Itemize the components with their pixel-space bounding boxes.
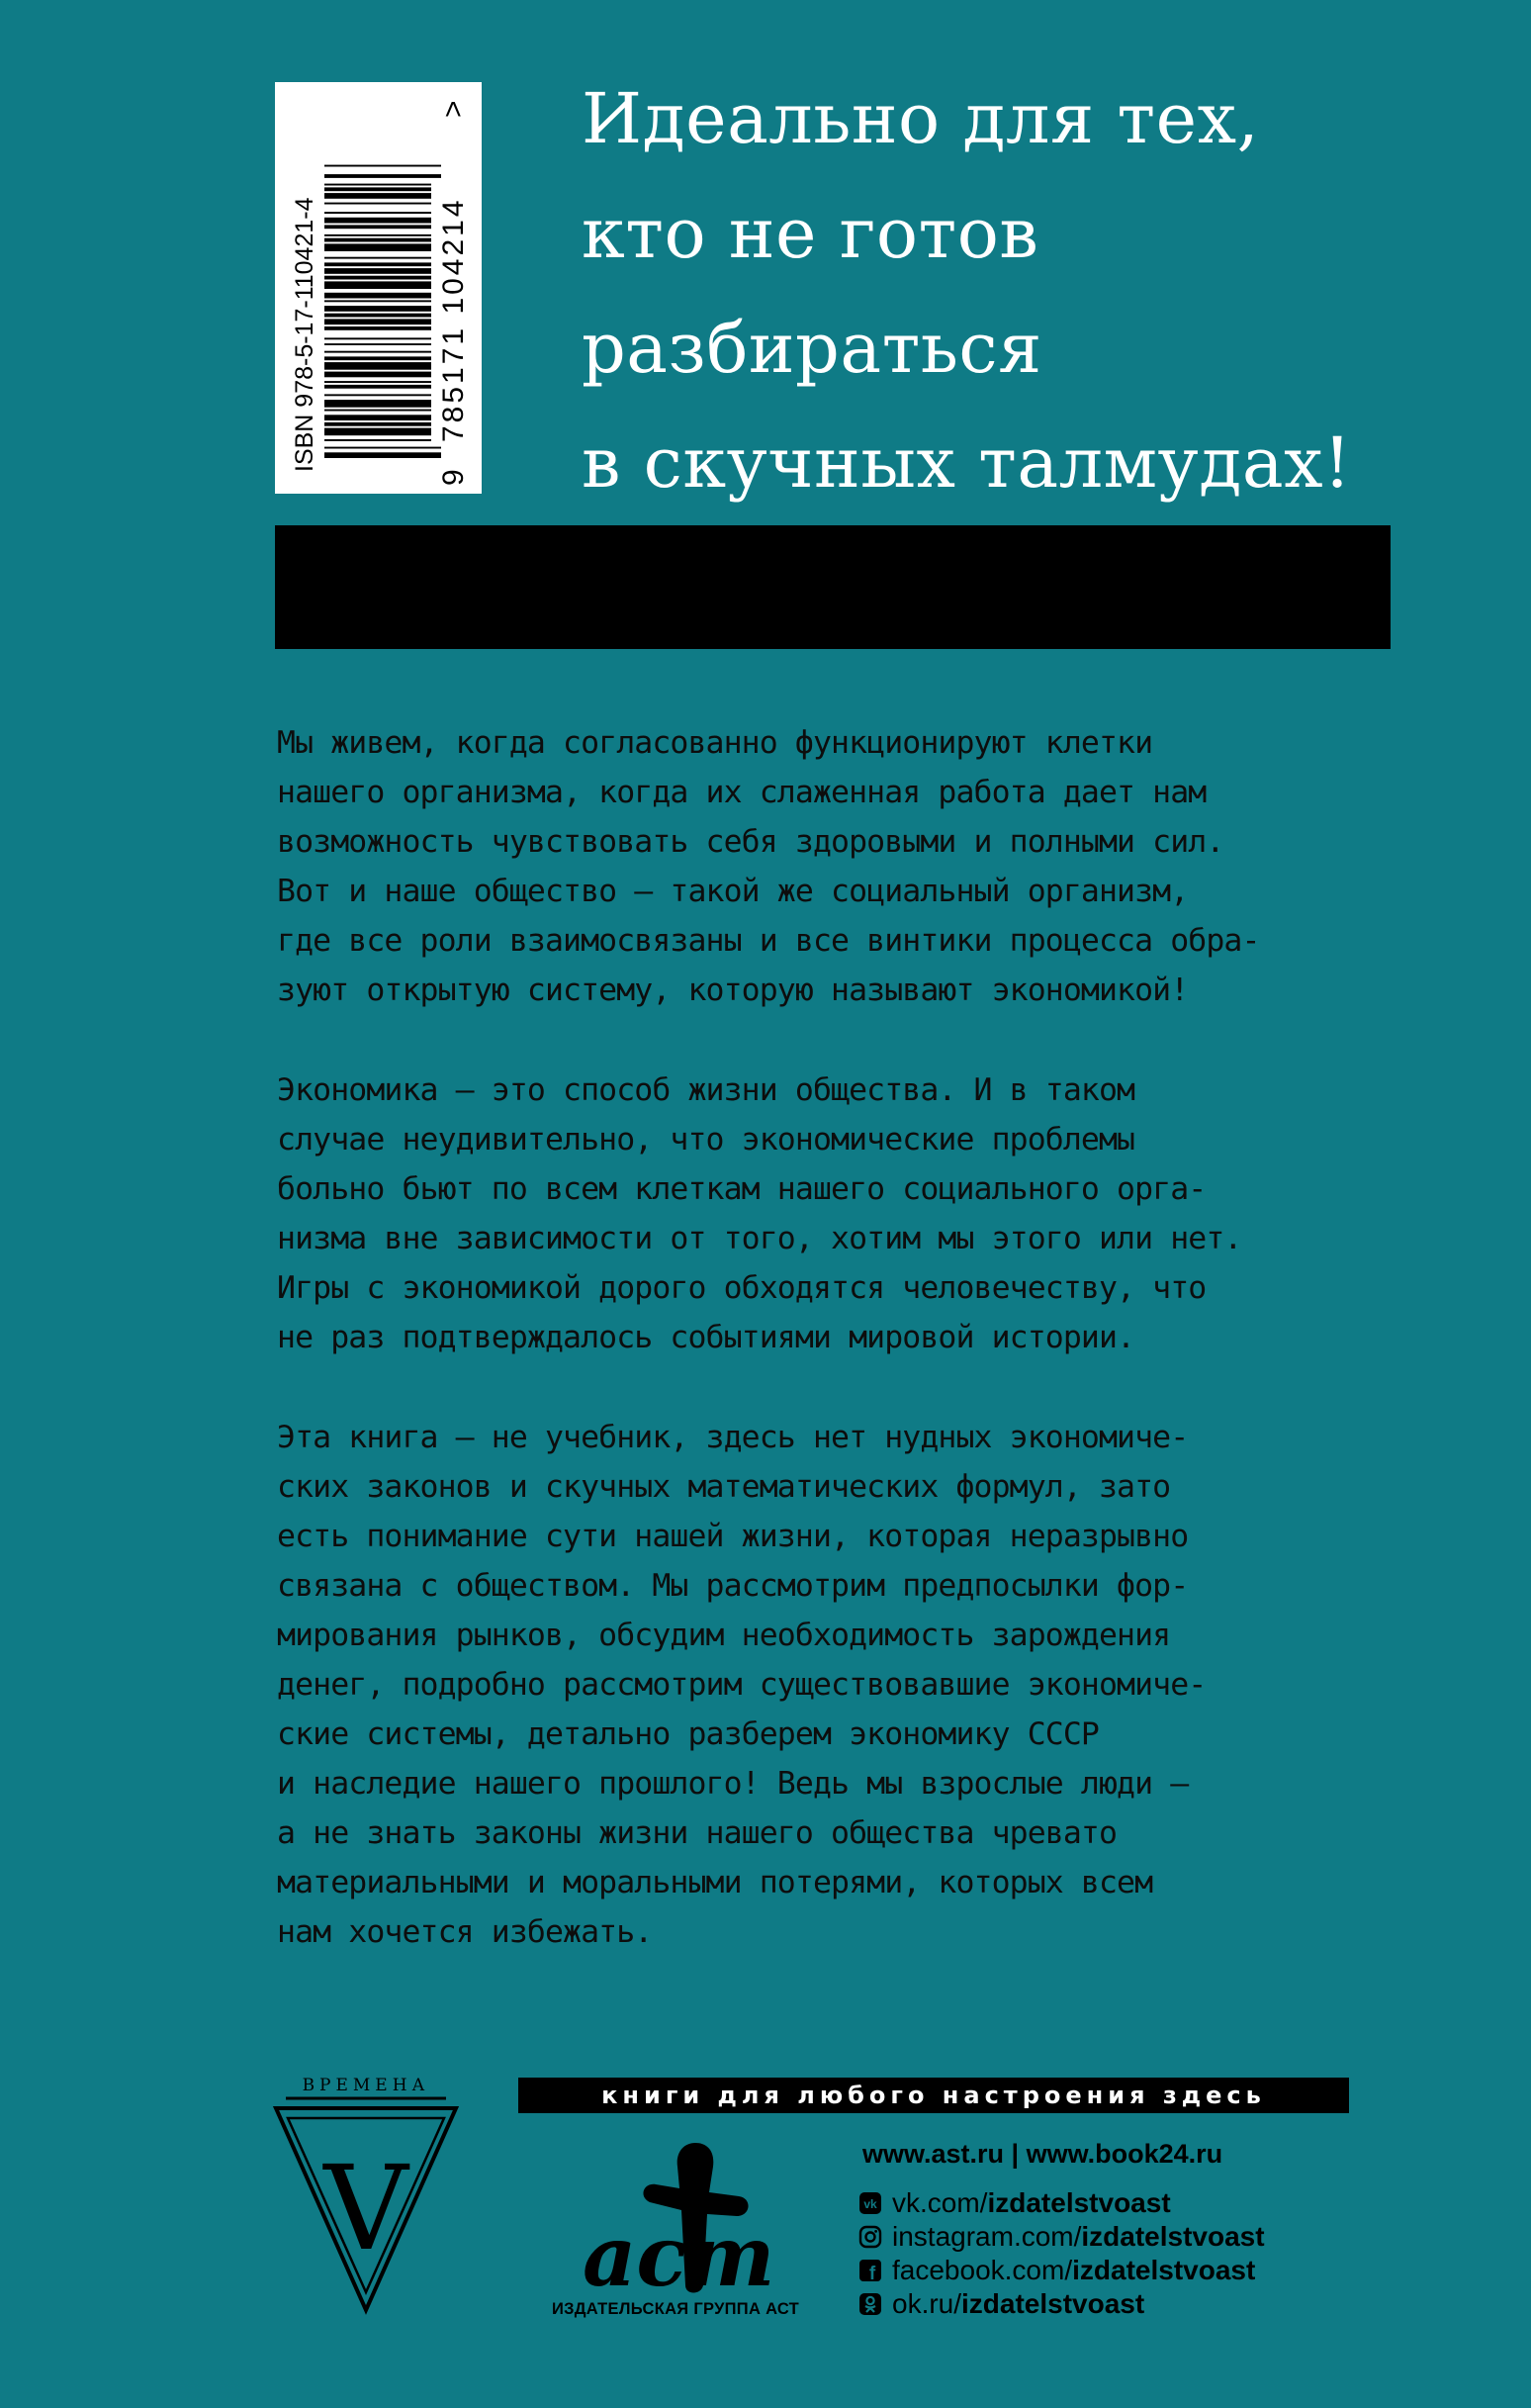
barcode-bar — [324, 452, 441, 458]
text-line: нашего организма, когда их слаженная работа дает нам — [277, 775, 1207, 810]
headline-line: в скучных талмудах! — [582, 422, 1352, 504]
social-link-ok[interactable] — [858, 2287, 1265, 2321]
text-line: нам хочется избежать. — [277, 1914, 653, 1950]
social-handle: izdatelstvoast — [1072, 2255, 1256, 2285]
social-handle: izdatelstvoast — [987, 2187, 1171, 2218]
isbn-label: ISBN 978-5-17-110421-4 — [290, 197, 318, 472]
publisher-label: ИЗДАТЕЛЬСКАЯ ГРУППА АСТ — [551, 2300, 800, 2318]
blurb-paragraph — [277, 1065, 1395, 1362]
text-line: а не знать законы жизни нашего общества чревато — [277, 1815, 1118, 1851]
blurb-paragraph — [277, 718, 1395, 1015]
barcode-bar — [324, 356, 431, 360]
ast-logo-text: аст — [583, 2207, 775, 2305]
text-line: и наследие нашего прошлого! Ведь мы взрослые люди — — [277, 1766, 1189, 1802]
barcode-bar — [324, 372, 431, 378]
barcode-bar — [324, 234, 431, 236]
social-handle: izdatelstvoast — [961, 2288, 1145, 2319]
barcode-bar — [324, 385, 431, 389]
social-prefix: vk.com/ — [892, 2187, 988, 2218]
headline-line: кто не готов — [582, 193, 1039, 274]
headline-line: Идеально для тех, — [582, 78, 1260, 159]
text-line: ские системы, детально разберем экономику СССР — [277, 1716, 1099, 1752]
text-line: мирования рынков, обсудим необходимость зарождения — [277, 1618, 1171, 1653]
social-link-vk[interactable] — [858, 2186, 1265, 2220]
barcode-bar — [324, 225, 431, 229]
text-line: больно бьют по всем клеткам нашего социального орга- — [277, 1171, 1207, 1207]
text-line: зуют открытую систему, которую называют экономикой! — [277, 972, 1189, 1008]
vremena-series-logo — [272, 2073, 460, 2315]
barcode-bars — [324, 165, 441, 458]
barcode-bar — [324, 281, 431, 289]
headline-line: разбираться — [582, 308, 1042, 389]
series-logo-letter: V — [323, 2140, 408, 2276]
svg-text:vk: vk — [863, 2197, 877, 2211]
barcode-bar — [324, 257, 431, 259]
text-line: Вот и наше общество — такой же социальный организм, — [277, 874, 1189, 909]
barcode-bar — [324, 193, 431, 199]
ok-icon — [858, 2292, 882, 2316]
blurb-paragraph — [277, 1413, 1395, 1957]
barcode-bar — [324, 174, 441, 178]
barcode-bar — [324, 381, 431, 383]
facebook-icon — [858, 2259, 882, 2282]
text-line: случае неудивительно, что экономические проблемы — [277, 1122, 1135, 1158]
barcode-bar — [324, 362, 431, 370]
series-logo-label: ВРЕМЕНА — [302, 2076, 430, 2095]
barcode-bar — [324, 422, 431, 426]
text-line: низма вне зависимости от того, хотим мы этого или нет. — [277, 1221, 1242, 1256]
barcode-bar — [324, 243, 431, 251]
barcode-bar — [324, 351, 431, 353]
barcode-bar — [324, 415, 431, 420]
barcode-bar — [324, 212, 431, 214]
vk-icon — [858, 2191, 882, 2215]
barcode-bar — [324, 326, 431, 330]
text-line: Эта книга — не учебник, здесь нет нудных экономиче- — [277, 1420, 1189, 1455]
barcode-graphic — [285, 90, 473, 486]
text-line: денег, подробно рассмотрим существовавшие экономиче- — [277, 1667, 1207, 1703]
social-link-instagram[interactable] — [858, 2220, 1265, 2254]
social-prefix: ok.ru/ — [892, 2288, 962, 2319]
barcode-bar — [324, 337, 431, 339]
text-line: связана с обществом. Мы рассмотрим предпосылки фор- — [277, 1568, 1189, 1604]
barcode-quiet-mark: > — [436, 100, 470, 118]
social-handle: izdatelstvoast — [1081, 2221, 1265, 2252]
text-line: материальными и моральными потерями, которых всем — [277, 1865, 1153, 1900]
barcode-bar — [324, 187, 431, 191]
barcode-bar — [324, 428, 431, 436]
barcode-bar — [324, 262, 431, 266]
barcode-bar — [324, 276, 431, 280]
blurb — [277, 718, 1395, 2007]
barcode-bar — [324, 203, 431, 205]
social-prefix: facebook.com/ — [892, 2255, 1073, 2285]
barcode-bar — [324, 314, 431, 318]
slogan-bar: книги для любого настроения здесь — [518, 2078, 1349, 2113]
ast-logo — [549, 2137, 786, 2305]
text-line: есть понимание сути нашей жизни, которая неразрывно — [277, 1519, 1189, 1554]
text-line: Игры с экономикой дорого обходятся человечеству, что — [277, 1270, 1207, 1306]
barcode-bar — [324, 184, 431, 186]
instagram-icon — [858, 2225, 882, 2249]
barcode-bar — [324, 447, 441, 449]
barcode-bar — [324, 343, 431, 345]
text-line: где все роли взаимосвязаны и все винтики процесса обра- — [277, 923, 1260, 959]
social-links — [858, 2186, 1265, 2321]
barcode-bar — [324, 400, 431, 408]
social-prefix: instagram.com/ — [892, 2221, 1082, 2252]
barcode-bar — [324, 394, 431, 396]
barcode-digits: 785171 104214 — [436, 197, 470, 442]
barcode-bar — [324, 268, 431, 274]
barcode-bar — [324, 218, 431, 224]
text-line: Экономика — это способ жизни общества. И в таком — [277, 1072, 1135, 1108]
barcode-bar — [324, 306, 431, 312]
website-links[interactable]: www.ast.ru | www.book24.ru — [862, 2139, 1223, 2169]
svg-text:f: f — [868, 2264, 876, 2282]
black-bar — [275, 525, 1391, 649]
barcode-bar — [324, 439, 431, 441]
barcode-bar — [324, 293, 431, 299]
social-link-facebook[interactable] — [858, 2254, 1265, 2287]
text-line: ских законов и скучных математических формул, зато — [277, 1469, 1171, 1505]
barcode-digit-first: 9 — [436, 469, 470, 486]
headline — [582, 61, 1511, 520]
barcode-bar — [324, 238, 431, 242]
text-line: возможность чувствовать себя здоровыми и полными сил. — [277, 824, 1224, 860]
isbn-barcode — [275, 82, 482, 494]
barcode-bar — [324, 300, 431, 302]
barcode-bar — [324, 410, 431, 412]
text-line: Мы живем, когда согласованно функционируют клетки — [277, 725, 1153, 761]
barcode-bar — [324, 319, 431, 324]
barcode-bar — [324, 165, 441, 167]
text-line: не раз подтверждалось событиями мировой истории. — [277, 1320, 1135, 1355]
